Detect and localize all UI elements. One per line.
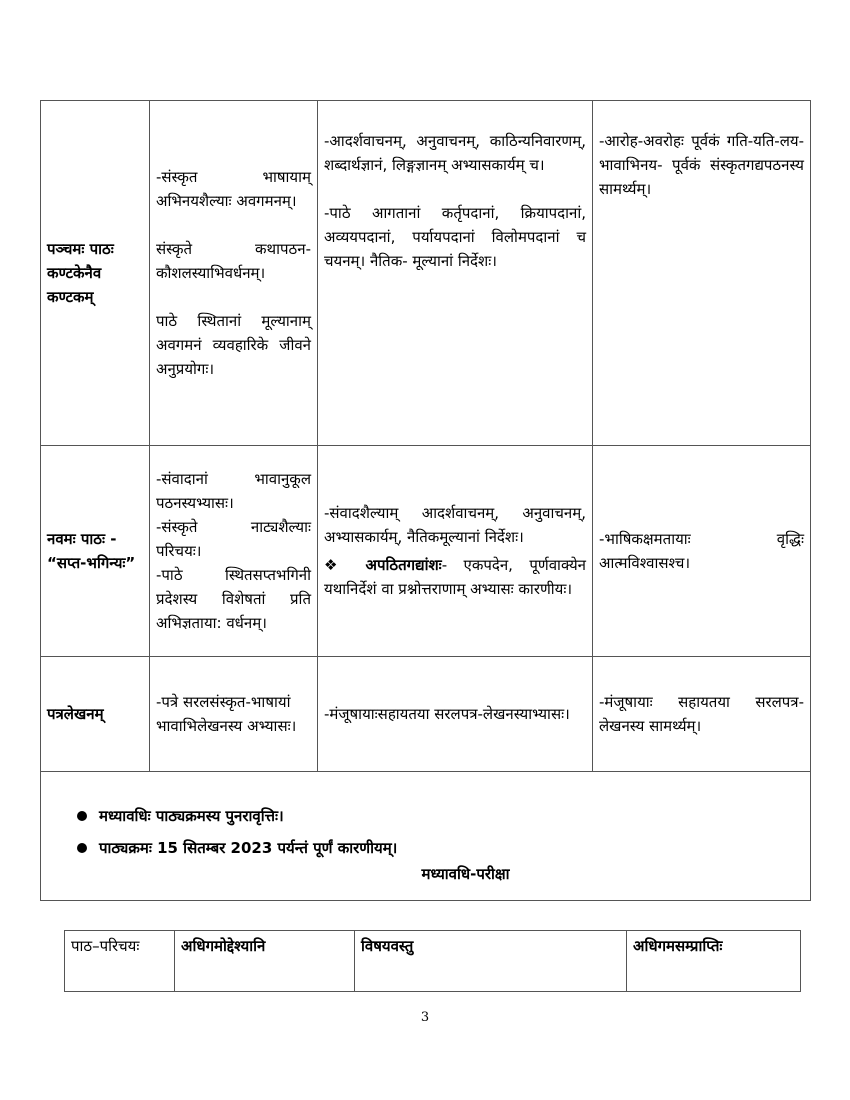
content-item: -संवादशैल्याम् आदर्शवाचनम्, अनुवाचनम्, अभ्यासकार्यम्, नैतिकमूल्यानां निर्देशः। [324, 504, 586, 546]
subject-content [318, 446, 593, 657]
notes-cell [41, 772, 811, 901]
column-header-outcome: अधिगमसम्प्राप्तिः [627, 931, 801, 992]
learning-objectives [150, 657, 318, 772]
subject-content [318, 101, 593, 446]
objective-item: -पत्रे सरलसंस्कृत-भाषायां भावाभिलेखनस्य अभ्यासः। [156, 693, 297, 735]
learning-objectives [150, 101, 318, 446]
table-row [41, 446, 811, 657]
content-item: -मंजूषायाःसहायतया सरलपत्र-लेखनस्याभ्यासः। [324, 705, 570, 723]
subject-content [318, 657, 593, 772]
objective-item: -पाठे स्थितसप्तभगिनी प्रदेशस्य विशेषतां प्रति अभिज्ञताया: वर्धनम्। [156, 566, 311, 632]
table-row [41, 657, 811, 772]
unseen-passage-text: - एकपदेन, पूर्णवाक्येन यथानिर्देशं वा प्रश्नोत्तराणाम् अभ्यासः कारणीयः। [324, 556, 586, 598]
column-header-lesson: पाठ–परिचयः [65, 931, 175, 992]
outcome-text: -आरोह-अवरोहः पूर्वकं गति-यति-लय-भावाभिनय- पूर्वकं संस्कृतगद्यपठनस्य सामर्थ्यम्। [599, 132, 804, 198]
content-item: -आदर्शवाचनम्, अनुवाचनम्, काठिन्यनिवारणम्, शब्दार्थज्ञानं, लिङ्गज्ञानम् अभ्यासकार्यम् च। [324, 132, 586, 174]
lesson-name: पञ्चमः पाठः कण्टकेनैव कण्टकम् [41, 101, 150, 446]
table-row [65, 931, 801, 992]
objective-item: -संस्कृते नाट्यशैल्याः परिचयः। [156, 518, 311, 560]
lesson-name: पत्रलेखनम् [41, 657, 150, 772]
outcome-text: -भाषिकक्षमतायाः वृद्धिः आत्मविश्वासश्च। [599, 530, 804, 572]
lesson-name: नवमः पाठः - “सप्त-भगिन्यः” [41, 446, 150, 657]
learning-outcome [593, 446, 811, 657]
page-number: 3 [420, 1010, 430, 1025]
list-item [77, 800, 810, 832]
curriculum-table [40, 100, 811, 901]
unseen-passage-label: अपठितगद्यांशः [365, 556, 442, 574]
objective-item: -संवादानां भावानुकूल पठनस्यभ्यासः। [156, 470, 311, 512]
unseen-passage-item [324, 553, 586, 601]
column-header-content: विषयवस्तु [355, 931, 627, 992]
column-header-objectives: अधिगमोद्देश्यानि [175, 931, 355, 992]
next-table-header [64, 930, 801, 992]
outcome-text: -मंजूषायाः सहायतया सरलपत्र-लेखनस्य सामर्थ्यम्। [599, 693, 804, 735]
notes-list [41, 772, 810, 864]
list-item [77, 832, 810, 864]
table-row [41, 101, 811, 446]
content-item: -पाठे आगतानां कर्तृपदानां, क्रियापदानां, अव्ययपदानां, पर्यायपदानां विलोमपदानां च चयनम्। नैतिक- मूल्यानां निर्देशः। [324, 204, 586, 270]
objective-item: -संस्कृत भाषायाम् अभिनयशैल्याः अवगमनम्। [156, 168, 311, 210]
diamond-bullet-icon: ❖ [324, 556, 350, 574]
table-row [41, 772, 811, 901]
learning-outcome [593, 657, 811, 772]
objective-item: पाठे स्थितानां मूल्यानाम् अवगमनं व्यवहारिके जीवने अनुप्रयोगः। [156, 312, 311, 378]
note-text: पाठ्यक्रमः 15 सितम्बर 2023 पर्यन्तं पूर्णं कारणीयम्। [99, 839, 398, 857]
learning-objectives [150, 446, 318, 657]
note-text: मध्यावधिः पाठ्यक्रमस्य पुनरावृत्तिः। [99, 807, 284, 825]
learning-outcome [593, 101, 811, 446]
mid-term-exam-heading: मध्यावधि-परीक्षा [421, 865, 510, 883]
objective-item: संस्कृते कथापठन-कौशलस्याभिवर्धनम्। [156, 240, 311, 282]
